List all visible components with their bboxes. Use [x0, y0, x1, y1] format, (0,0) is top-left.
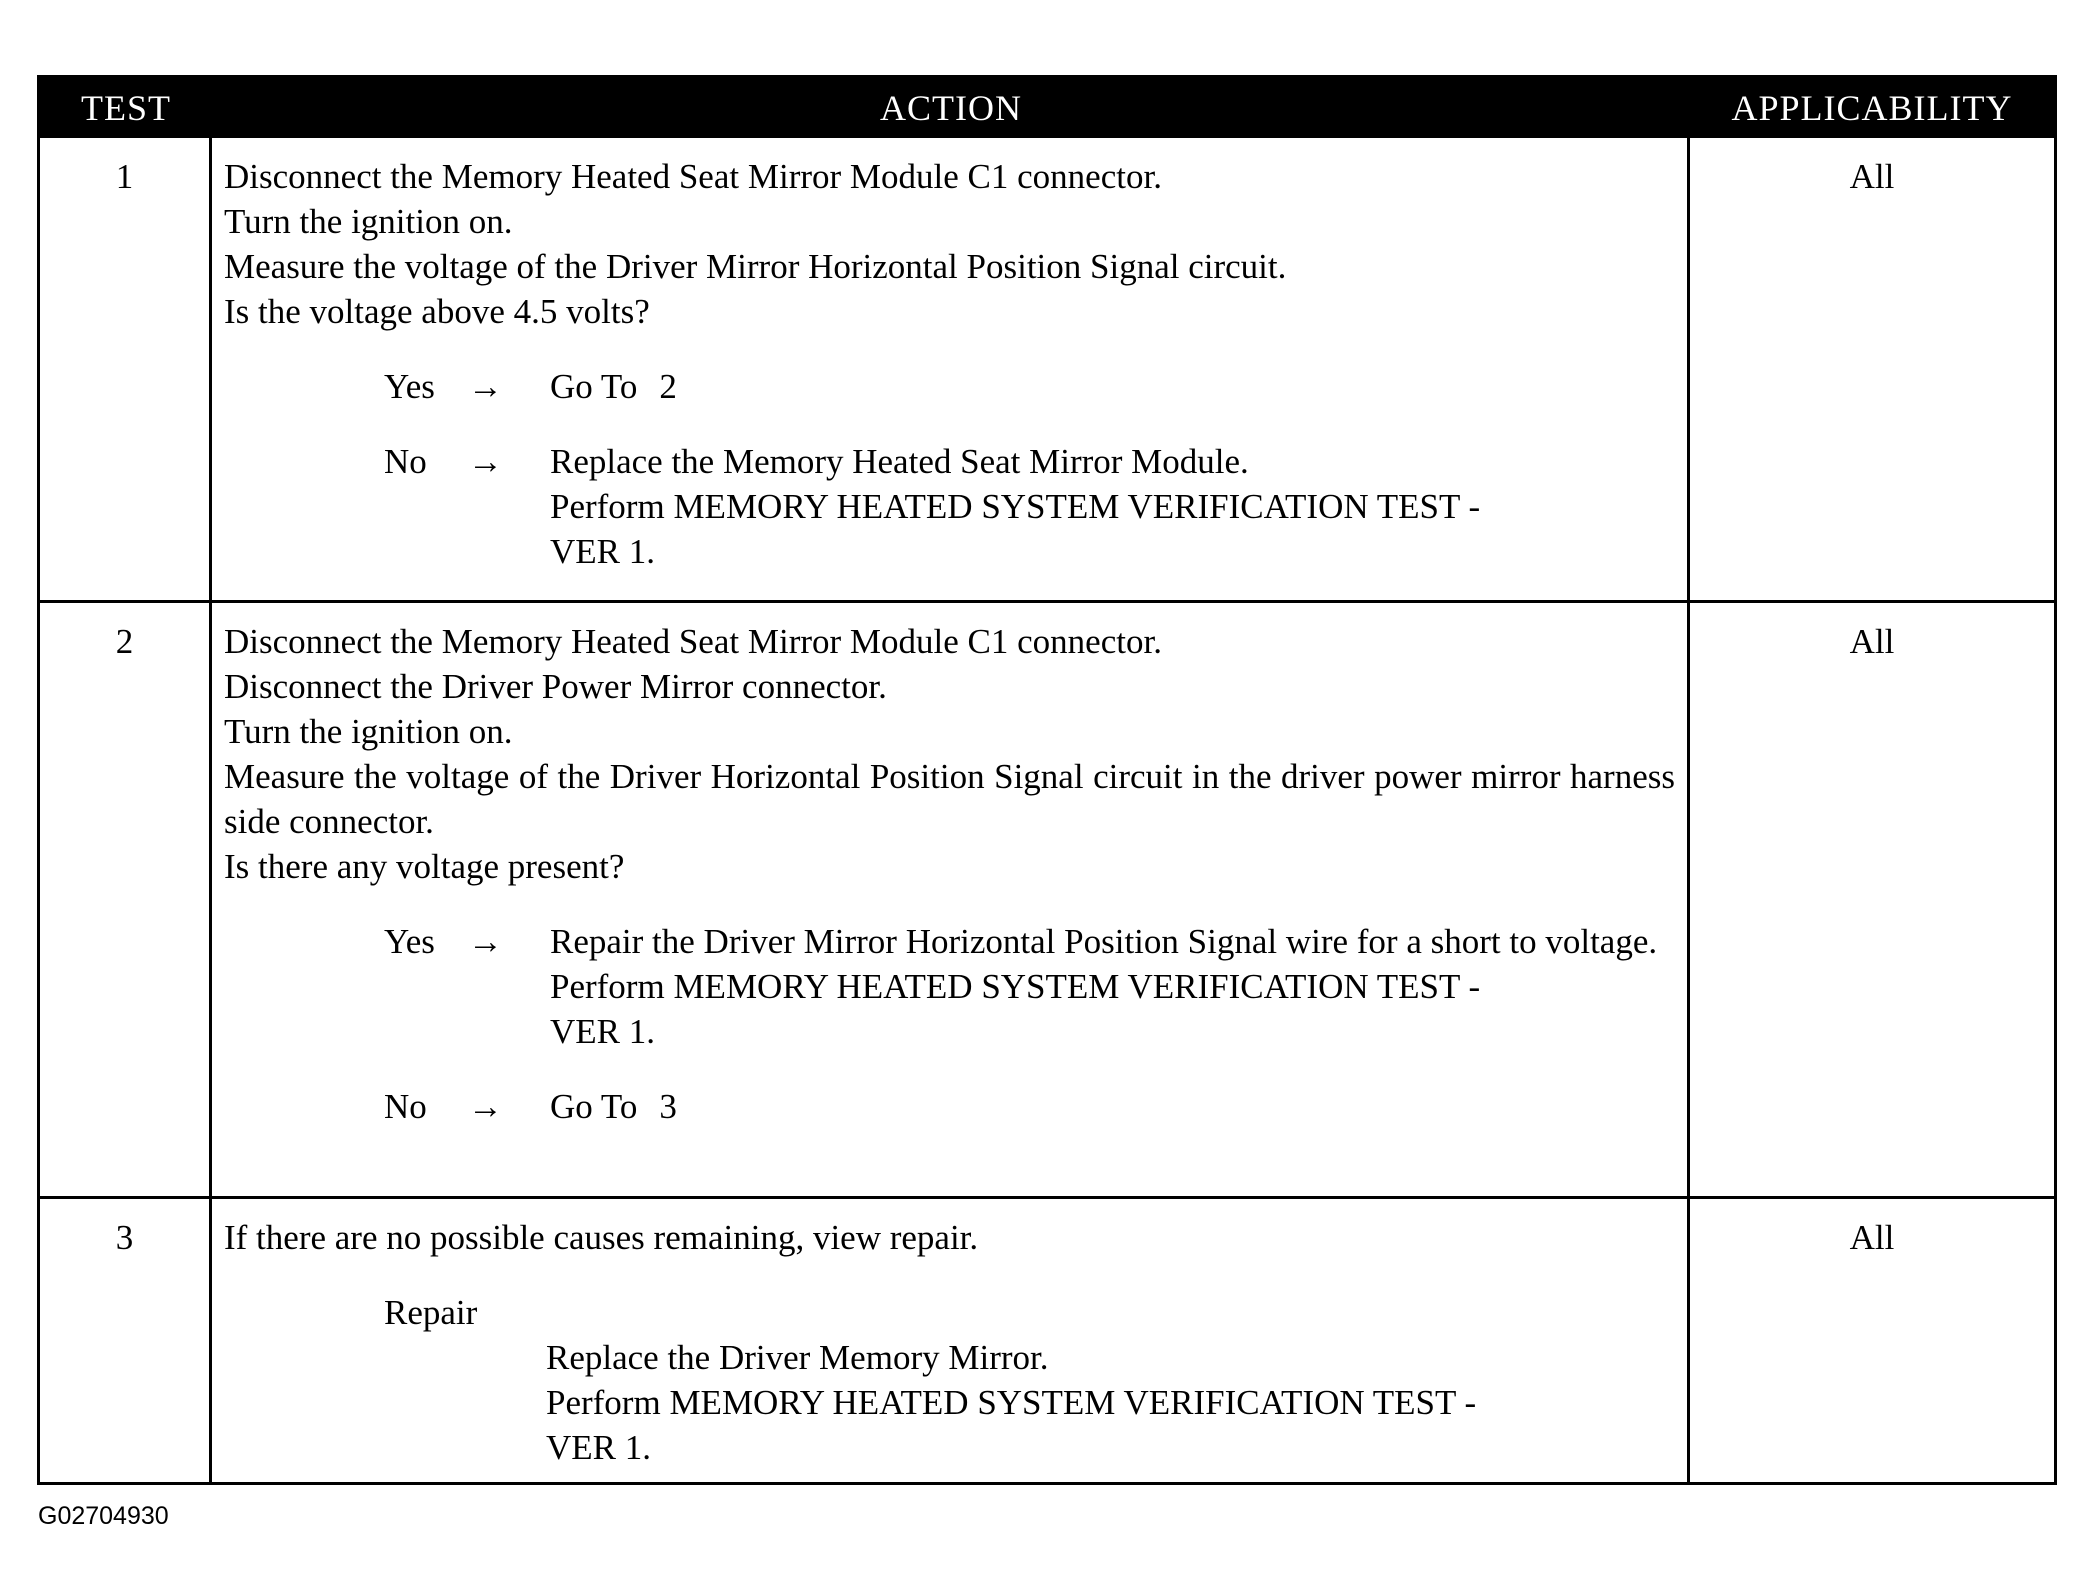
action-step: If there are no possible causes remaining, view repair.: [224, 1218, 979, 1257]
table-row: [40, 1196, 2054, 1482]
yes-label: Yes: [384, 922, 435, 961]
arrow-right-icon: →: [468, 442, 503, 481]
table-row: [40, 138, 2054, 600]
applicability-value: All: [1849, 1218, 1895, 1257]
action-question: Is the voltage above 4.5 volts?: [224, 292, 650, 331]
diagnostic-test-table: [37, 75, 2057, 1485]
goto-label: Go To: [550, 1087, 638, 1126]
arrow-right-icon: →: [468, 367, 503, 406]
branch-instructions: [550, 919, 1675, 1054]
instruction-line: Replace the Memory Heated Seat Mirror Module.: [550, 442, 1249, 481]
applicability-value: All: [1849, 622, 1895, 661]
action-cell: [212, 1199, 1690, 1482]
table-header-row: [40, 78, 2054, 138]
goto-instruction: [550, 1084, 1675, 1129]
no-branch: [224, 439, 1675, 574]
no-label: No: [384, 442, 427, 481]
yes-branch: [224, 919, 1675, 1054]
goto-instruction: [550, 364, 1675, 409]
no-label: No: [384, 1087, 427, 1126]
action-step: Disconnect the Memory Heated Seat Mirror Module C1 connector.: [224, 622, 1162, 661]
goto-number: 3: [659, 1087, 677, 1126]
arrow-right-icon: →: [468, 922, 503, 961]
header-action: ACTION: [880, 88, 1022, 128]
instruction-line: VER 1.: [550, 1012, 655, 1051]
instruction-line: Perform MEMORY HEATED SYSTEM VERIFICATION TEST -: [550, 967, 1481, 1006]
instruction-line: Perform MEMORY HEATED SYSTEM VERIFICATION TEST -: [546, 1383, 1477, 1422]
yes-label: Yes: [384, 367, 435, 406]
header-test: TEST: [81, 88, 171, 128]
yes-branch: [224, 364, 1675, 409]
action-step: Turn the ignition on.: [224, 712, 513, 751]
applicability-value: All: [1849, 157, 1895, 196]
arrow-right-icon: →: [468, 1087, 503, 1126]
instruction-line: Perform MEMORY HEATED SYSTEM VERIFICATION TEST -: [550, 487, 1481, 526]
table-row: [40, 600, 2054, 1196]
instruction-line: Replace the Driver Memory Mirror.: [546, 1338, 1049, 1377]
instruction-line: VER 1.: [546, 1428, 651, 1467]
action-step: Measure the voltage of the Driver Mirror Horizontal Position Signal circuit.: [224, 247, 1287, 286]
header-applicability: APPLICABILITY: [1731, 88, 2013, 128]
action-step: Turn the ignition on.: [224, 202, 513, 241]
test-number: 3: [40, 1199, 212, 1482]
goto-label: Go To: [550, 367, 638, 406]
action-step: Disconnect the Memory Heated Seat Mirror Module C1 connector.: [224, 157, 1162, 196]
repair-label: Repair: [384, 1293, 478, 1332]
no-branch: [224, 1084, 1675, 1129]
test-number: 2: [40, 603, 212, 1196]
action-step: Disconnect the Driver Power Mirror connector.: [224, 667, 887, 706]
repair-block: [224, 1290, 1675, 1470]
action-question: Is there any voltage present?: [224, 847, 625, 886]
instruction-line: VER 1.: [550, 532, 655, 571]
instruction-line: Repair the Driver Mirror Horizontal Position Signal wire for a short to voltage.: [550, 922, 1658, 961]
repair-instructions: [384, 1335, 1675, 1470]
action-cell: [212, 603, 1690, 1196]
goto-number: 2: [659, 367, 677, 406]
test-number: 1: [40, 138, 212, 600]
figure-id: G02704930: [38, 1502, 169, 1530]
branch-instructions: [550, 439, 1675, 574]
action-step: Measure the voltage of the Driver Horizontal Position Signal circuit in the driver power mirror harness side connector.: [224, 757, 1675, 841]
action-cell: [212, 138, 1690, 600]
